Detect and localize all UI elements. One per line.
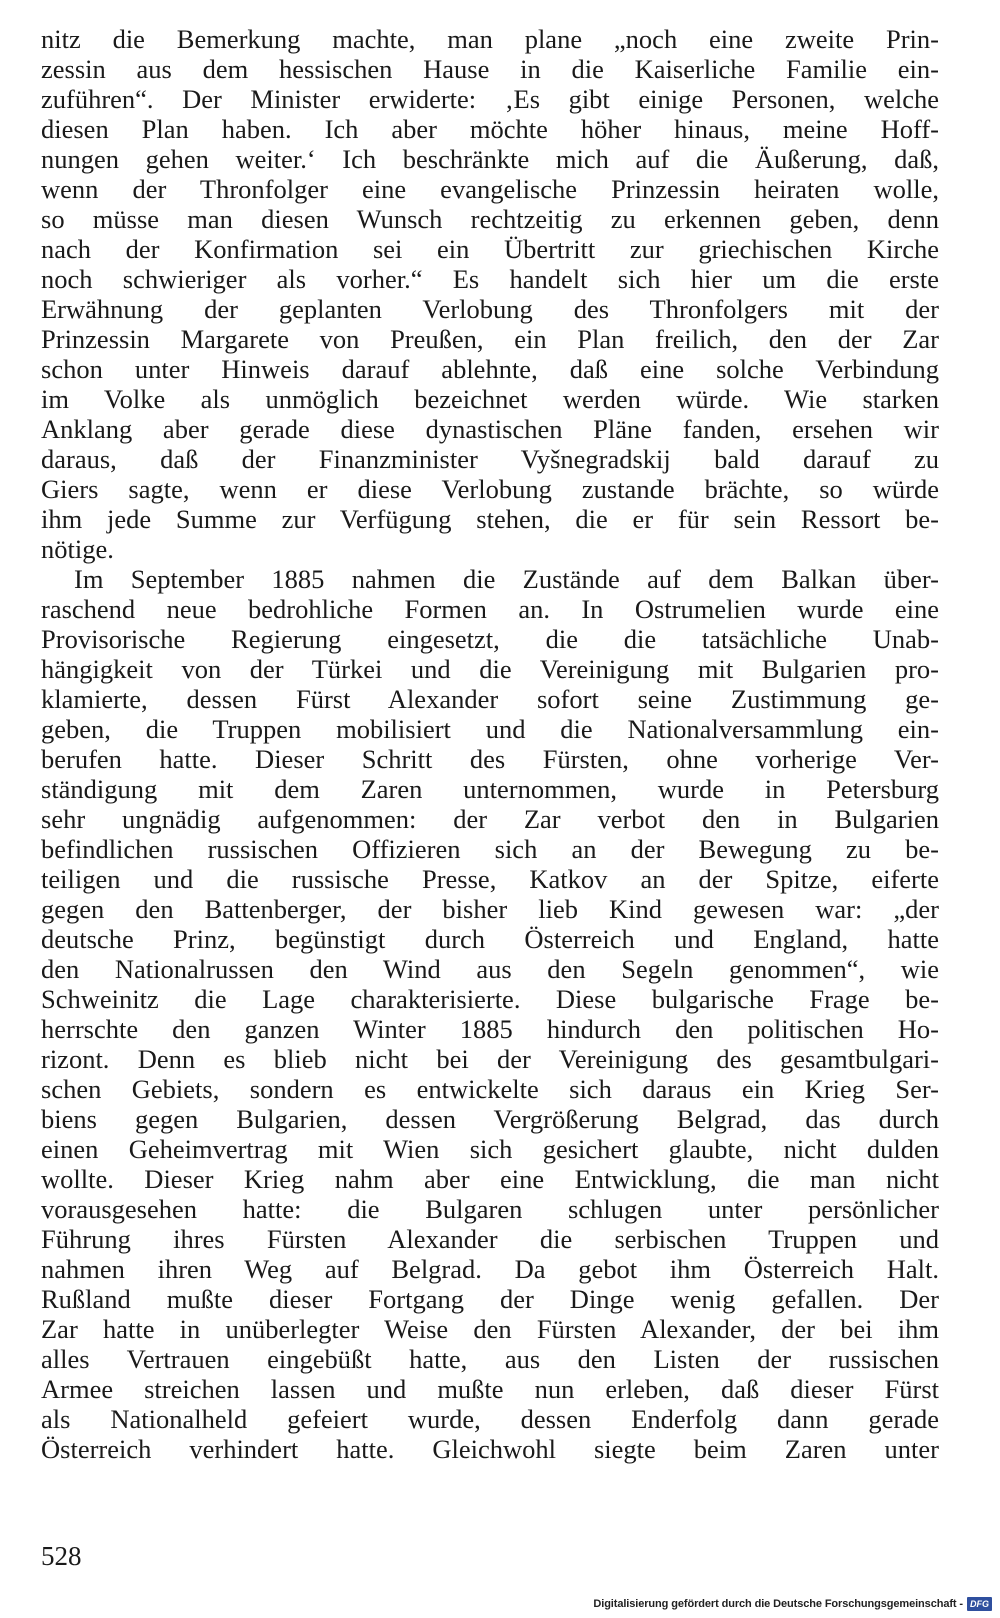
text-line: zessin aus dem hessischen Hause in die Kaiserliche Familie ein- xyxy=(41,54,939,84)
text-line: nitz die Bemerkung machte, man plane „noch eine zweite Prin- xyxy=(41,24,939,54)
digitization-footer xyxy=(593,1594,992,1614)
page-number: 528 xyxy=(41,1541,82,1571)
funding-notice: Digitalisierung gefördert durch die Deutsche Forschungsgemeinschaft - xyxy=(593,1598,963,1610)
dfg-logo: DFG xyxy=(967,1597,992,1611)
text-line: Österreich verhindert hatte. Gleichwohl siegte beim Zaren unter xyxy=(41,1434,939,1464)
text-line: noch schwieriger als vorher.“ Es handelt sich hier um die erste xyxy=(41,264,939,294)
text-line: schen Gebiets, sondern es entwickelte sich daraus ein Krieg Ser- xyxy=(41,1074,939,1104)
text-line: als Nationalheld gefeiert wurde, dessen Enderfolg dann gerade xyxy=(41,1404,939,1434)
text-line: deutsche Prinz, begünstigt durch Österreich und England, hatte xyxy=(41,924,939,954)
text-line: berufen hatte. Dieser Schritt des Fürsten, ohne vorherige Ver- xyxy=(41,744,939,774)
text-line: befindlichen russischen Offizieren sich an der Bewegung zu be- xyxy=(41,834,939,864)
text-line: Zar hatte in unüberlegter Weise den Fürsten Alexander, der bei ihm xyxy=(41,1314,939,1344)
text-line: diesen Plan haben. Ich aber möchte höher hinaus, meine Hoff- xyxy=(41,114,939,144)
text-line: geben, die Truppen mobilisiert und die Nationalversammlung ein- xyxy=(41,714,939,744)
text-line: einen Geheimvertrag mit Wien sich gesichert glaubte, nicht dulden xyxy=(41,1134,939,1164)
text-line: nungen gehen weiter.‘ Ich beschränkte mich auf die Äußerung, daß, xyxy=(41,144,939,174)
text-line: teiligen und die russische Presse, Katkov an der Spitze, eiferte xyxy=(41,864,939,894)
text-line: im Volke als unmöglich bezeichnet werden würde. Wie starken xyxy=(41,384,939,414)
text-line: gegen den Battenberger, der bisher lieb Kind gewesen war: „der xyxy=(41,894,939,924)
text-line: Armee streichen lassen und mußte nun erleben, daß dieser Fürst xyxy=(41,1374,939,1404)
text-line: Schweinitz die Lage charakterisierte. Diese bulgarische Frage be- xyxy=(41,984,939,1014)
text-line: ihm jede Summe zur Verfügung stehen, die er für sein Ressort be- xyxy=(41,504,939,534)
text-line: wollte. Dieser Krieg nahm aber eine Entwicklung, die man nicht xyxy=(41,1164,939,1194)
text-line: rizont. Denn es blieb nicht bei der Vereinigung des gesamtbulgari- xyxy=(41,1044,939,1074)
text-line: Erwähnung der geplanten Verlobung des Thronfolgers mit der xyxy=(41,294,939,324)
text-line: so müsse man diesen Wunsch rechtzeitig zu erkennen geben, denn xyxy=(41,204,939,234)
text-line: klamierte, dessen Fürst Alexander sofort seine Zustimmung ge- xyxy=(41,684,939,714)
text-line: daraus, daß der Finanzminister Vyšnegradskij bald darauf zu xyxy=(41,444,939,474)
text-line: nach der Konfirmation sei ein Übertritt zur griechischen Kirche xyxy=(41,234,939,264)
text-line: Anklang aber gerade diese dynastischen Pläne fanden, ersehen wir xyxy=(41,414,939,444)
paragraph-first-line: Im September 1885 nahmen die Zustände auf dem Balkan über- xyxy=(74,564,939,594)
text-line: ständigung mit dem Zaren unternommen, wurde in Petersburg xyxy=(41,774,939,804)
text-line: sehr ungnädig aufgenommen: der Zar verbot den in Bulgarien xyxy=(41,804,939,834)
text-line: nahmen ihren Weg auf Belgrad. Da gebot ihm Österreich Halt. xyxy=(41,1254,939,1284)
text-line: alles Vertrauen eingebüßt hatte, aus den Listen der russischen xyxy=(41,1344,939,1374)
text-line: vorausgesehen hatte: die Bulgaren schlugen unter persönlicher xyxy=(41,1194,939,1224)
text-line: Giers sagte, wenn er diese Verlobung zustande brächte, so würde xyxy=(41,474,939,504)
text-line: hängigkeit von der Türkei und die Vereinigung mit Bulgarien pro- xyxy=(41,654,939,684)
text-line: herrschte den ganzen Winter 1885 hindurch den politischen Ho- xyxy=(41,1014,939,1044)
text-line: nötige. xyxy=(41,534,114,564)
text-line: den Nationalrussen den Wind aus den Segeln genommen“, wie xyxy=(41,954,939,984)
text-line: biens gegen Bulgarien, dessen Vergrößerung Belgrad, das durch xyxy=(41,1104,939,1134)
text-line: Prinzessin Margarete von Preußen, ein Plan freilich, den der Zar xyxy=(41,324,939,354)
text-line: Führung ihres Fürsten Alexander die serbischen Truppen und xyxy=(41,1224,939,1254)
text-line: Provisorische Regierung eingesetzt, die die tatsächliche Unab- xyxy=(41,624,939,654)
text-line: schon unter Hinweis darauf ablehnte, daß eine solche Verbindung xyxy=(41,354,939,384)
text-line: wenn der Thronfolger eine evangelische Prinzessin heiraten wolle, xyxy=(41,174,939,204)
text-line: raschend neue bedrohliche Formen an. In Ostrumelien wurde eine xyxy=(41,594,939,624)
text-line: zuführen“. Der Minister erwiderte: ‚Es gibt einige Personen, welche xyxy=(41,84,939,114)
text-line: Rußland mußte dieser Fortgang der Dinge wenig gefallen. Der xyxy=(41,1284,939,1314)
